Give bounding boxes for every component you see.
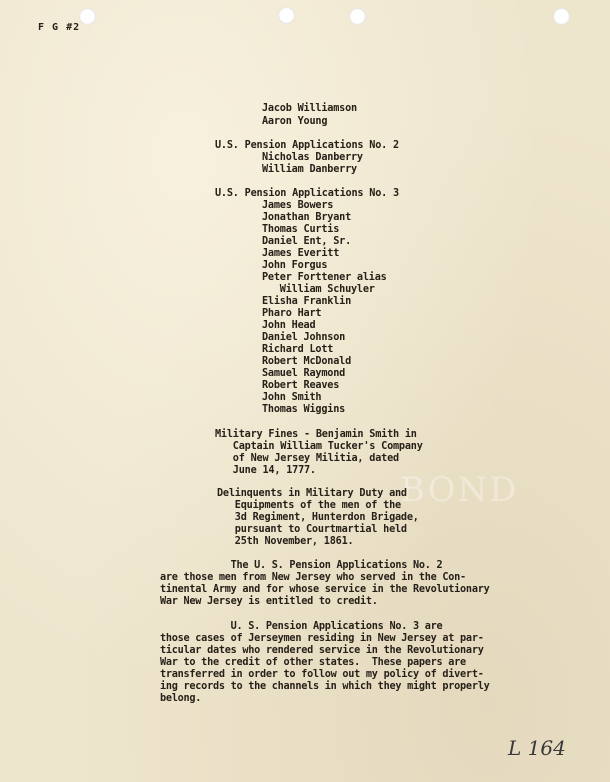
fines-entry-line: June 14, 1777. — [215, 465, 316, 476]
paragraph-line: those cases of Jerseymen residing in New Jersey at par- — [160, 633, 484, 644]
punch-hole — [79, 8, 96, 25]
delinquents-entry-line: Delinquents in Military Duty and — [217, 488, 407, 499]
list-item: Peter Forttener alias — [262, 272, 387, 283]
paragraph-line: War to the credit of other states. These papers are — [160, 657, 466, 668]
list-item: Thomas Curtis — [262, 224, 340, 235]
list-item: Elisha Franklin — [262, 296, 352, 307]
paragraph-line: transferred in order to follow out my policy of divert- — [160, 669, 484, 680]
section-heading: U.S. Pension Applications No. 3 — [215, 188, 399, 199]
page-number: L 164 — [508, 736, 566, 760]
paragraph-line: The U. S. Pension Applications No. 2 — [160, 560, 443, 571]
list-item: William Danberry — [262, 164, 357, 175]
delinquents-entry-line: pursuant to Courtmartial held — [217, 524, 407, 535]
list-item: Daniel Johnson — [262, 332, 346, 343]
delinquents-entry-line: Equipments of the men of the — [217, 500, 401, 511]
list-item: Jacob Williamson — [262, 103, 357, 114]
fines-entry-line: Military Fines - Benjamin Smith in — [215, 429, 417, 440]
list-item: James Bowers — [262, 200, 334, 211]
list-item: John Head — [262, 320, 316, 331]
list-item: John Forgus — [262, 260, 328, 271]
list-item: Aaron Young — [262, 116, 328, 127]
paragraph-line: ing records to the channels in which they might properly — [160, 681, 490, 692]
section-heading: U.S. Pension Applications No. 2 — [215, 140, 399, 151]
list-item: Nicholas Danberry — [262, 152, 363, 163]
list-item: Daniel Ent, Sr. — [262, 236, 352, 247]
paragraph-line: tinental Army and for whose service in the Revolutionary — [160, 584, 490, 595]
paragraph-line: belong. — [160, 693, 202, 704]
fines-entry-line: Captain William Tucker's Company — [215, 441, 423, 452]
paragraph-line: ticular dates who rendered service in the Revolutionary — [160, 645, 484, 656]
list-item: Samuel Raymond — [262, 368, 346, 379]
folder-code: F G #2 — [38, 22, 81, 33]
punch-hole — [278, 7, 295, 24]
paragraph-line: are those men from New Jersey who served in the Con- — [160, 572, 466, 583]
list-item: William Schuyler — [262, 284, 375, 295]
paragraph-line: War New Jersey is entitled to credit. — [160, 596, 378, 607]
fines-entry-line: of New Jersey Militia, dated — [215, 453, 399, 464]
paper-watermark: BOND — [400, 470, 519, 510]
list-item: Robert Reaves — [262, 380, 340, 391]
list-item: Jonathan Bryant — [262, 212, 352, 223]
list-item: Thomas Wiggins — [262, 404, 346, 415]
list-item: Richard Lott — [262, 344, 334, 355]
punch-hole — [349, 8, 366, 25]
list-item: Pharo Hart — [262, 308, 322, 319]
list-item: Robert McDonald — [262, 356, 352, 367]
delinquents-entry-line: 25th November, 1861. — [217, 536, 354, 547]
list-item: James Everitt — [262, 248, 340, 259]
delinquents-entry-line: 3d Regiment, Hunterdon Brigade, — [217, 512, 419, 523]
list-item: John Smith — [262, 392, 322, 403]
paragraph-line: U. S. Pension Applications No. 3 are — [160, 621, 443, 632]
punch-hole — [553, 8, 570, 25]
